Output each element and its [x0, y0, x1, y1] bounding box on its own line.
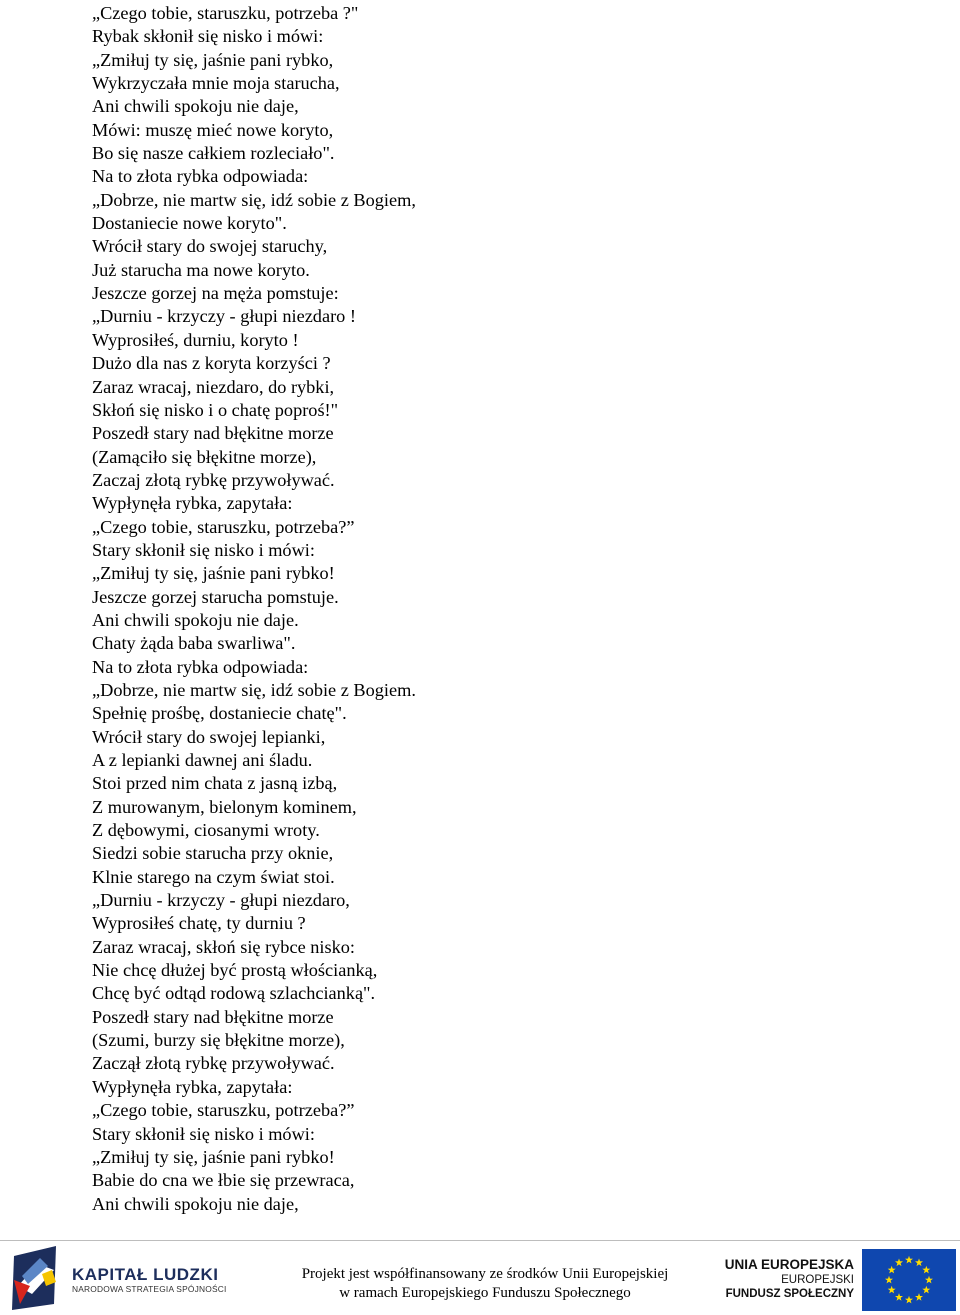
poem-line: Na to złota rybka odpowiada: — [92, 656, 309, 677]
poem-line: Mówi: muszę mieć nowe koryto, — [92, 119, 334, 140]
poem-line: „Durniu - krzyczy - głupi niezdaro, — [92, 890, 350, 911]
eu-title: UNIA EUROPEJSKA — [724, 1257, 854, 1272]
poem-line: (Zamąciło się błękitne morze), — [92, 446, 317, 467]
poem-line: „Zmiłuj ty się, jaśnie pani rybko! — [92, 1146, 335, 1167]
poem-line: Siedzi sobie starucha przy oknie, — [92, 843, 334, 864]
poem-line: Zaraz wracaj, skłoń się rybce nisko: — [92, 936, 355, 957]
poem-line: Stary skłonił się nisko i mówi: — [92, 539, 315, 560]
poem-line: A z lepianki dawnej ani śladu. — [92, 750, 313, 770]
poem-line: Zaczął złotą rybkę przywoływać. — [92, 1053, 335, 1074]
poem-line: Spełnię prośbę, dostaniecie chatę". — [92, 703, 347, 724]
poem-line: „Czego tobie, staruszku, potrzeba ?" — [92, 3, 359, 23]
footer-divider — [0, 1240, 960, 1241]
poem-line: Skłoń się nisko i o chatę poproś!" — [92, 399, 339, 420]
poem-line: Wypłynęła rybka, zapytała: — [92, 493, 293, 514]
poem-line: Nie chcę dłużej być prostą włościanką, — [92, 960, 378, 981]
poem-line: Jeszcze gorzej na męża pomstuje: — [92, 283, 339, 304]
poem-line: „Zmiłuj ty się, jaśnie pani rybko, — [92, 49, 334, 70]
poem-line: Wykrzyczała mnie moja starucha, — [92, 73, 340, 94]
poem-line: Ani chwili spokoju nie daje, — [92, 1193, 299, 1214]
poem-line: Wrócił stary do swojej staruchy, — [92, 236, 328, 257]
poem-line: Wyprosiłeś chatę, ty durniu ? — [92, 913, 306, 934]
eu-fund-name: FUNDUSZ SPOŁECZNY — [725, 1288, 854, 1300]
poem-line: Poszedł stary nad błękitne morze — [92, 423, 334, 444]
poem-text — [92, 2, 892, 1216]
poem-line: Dostaniecie nowe koryto". — [92, 213, 287, 234]
poem-line: „Czego tobie, staruszku, potrzeba?” — [92, 516, 355, 537]
poem-line: Poszedł stary nad błękitne morze — [92, 1006, 334, 1027]
eu-flag-icon — [862, 1249, 956, 1311]
poem-line: Dużo dla nas z koryta korzyści ? — [92, 353, 331, 374]
poem-line: Na to złota rybka odpowiada: — [92, 166, 309, 187]
kapital-ludzki-subtitle: NARODOWA STRATEGIA SPÓJNOŚCI — [72, 1284, 227, 1294]
kapital-ludzki-wordmark — [72, 1266, 227, 1295]
poem-line: Zaraz wracaj, niezdaro, do rybki, — [92, 376, 335, 397]
poem-line: Bo się nasze całkiem rozleciało". — [92, 143, 335, 164]
poem-line: „Dobrze, nie martw się, idź sobie z Bogiem. — [92, 679, 416, 700]
poem-line: „Zmiłuj ty się, jaśnie pani rybko! — [92, 563, 335, 584]
poem-line: Już starucha ma nowe koryto. — [92, 259, 310, 280]
poem-line: Babie do cna we łbie się przewraca, — [92, 1170, 355, 1191]
funding-line-1: Projekt jest współfinansowany ze środków Unii Europejskiej — [301, 1266, 669, 1282]
poem-line: „Durniu - krzyczy - głupi niezdaro ! — [92, 306, 356, 327]
eu-wordmark — [722, 1256, 854, 1302]
poem-line: Zaczaj złotą rybkę przywoływać. — [92, 469, 335, 490]
poem-line: Stary skłonił się nisko i mówi: — [92, 1123, 315, 1144]
poem-line: Ani chwili spokoju nie daje. — [92, 609, 299, 630]
funding-line-2: w ramach Europejskiego Funduszu Społecznego — [339, 1285, 631, 1301]
poem-line: Rybak skłonił się nisko i mówi: — [92, 26, 324, 47]
poem-line: Z dębowymi, ciosanymi wroty. — [92, 820, 320, 841]
kapital-ludzki-logo-icon — [8, 1246, 68, 1310]
poem-line: Klnie starego na czym świat stoi. — [92, 866, 335, 887]
poem-line: Stoi przed nim chata z jasną izbą, — [92, 773, 338, 794]
poem-line: Chcę być odtąd rodową szlachcianką". — [92, 983, 376, 1004]
poem-line: Wypłynęła rybka, zapytała: — [92, 1076, 293, 1097]
poem-line: Z murowanym, bielonym kominem, — [92, 796, 357, 817]
poem-line: Chaty żąda baba swarliwa". — [92, 633, 296, 654]
funding-statement — [270, 1265, 700, 1303]
poem-line: Wrócił stary do swojej lepianki, — [92, 726, 326, 747]
poem-line: „Dobrze, nie martw się, idź sobie z Bogiem, — [92, 189, 416, 210]
poem-line: Jeszcze gorzej starucha pomstuje. — [92, 586, 339, 607]
kapital-ludzki-title: KAPITAŁ LUDZKI — [72, 1265, 219, 1284]
poem-line: Ani chwili spokoju nie daje, — [92, 96, 299, 117]
poem-line: „Czego tobie, staruszku, potrzeba?” — [92, 1100, 355, 1121]
poem-line: Wyprosiłeś, durniu, koryto ! — [92, 329, 299, 350]
poem-line: (Szumi, burzy się błękitne morze), — [92, 1030, 345, 1051]
eu-subtitle: EUROPEJSKI — [781, 1274, 854, 1286]
